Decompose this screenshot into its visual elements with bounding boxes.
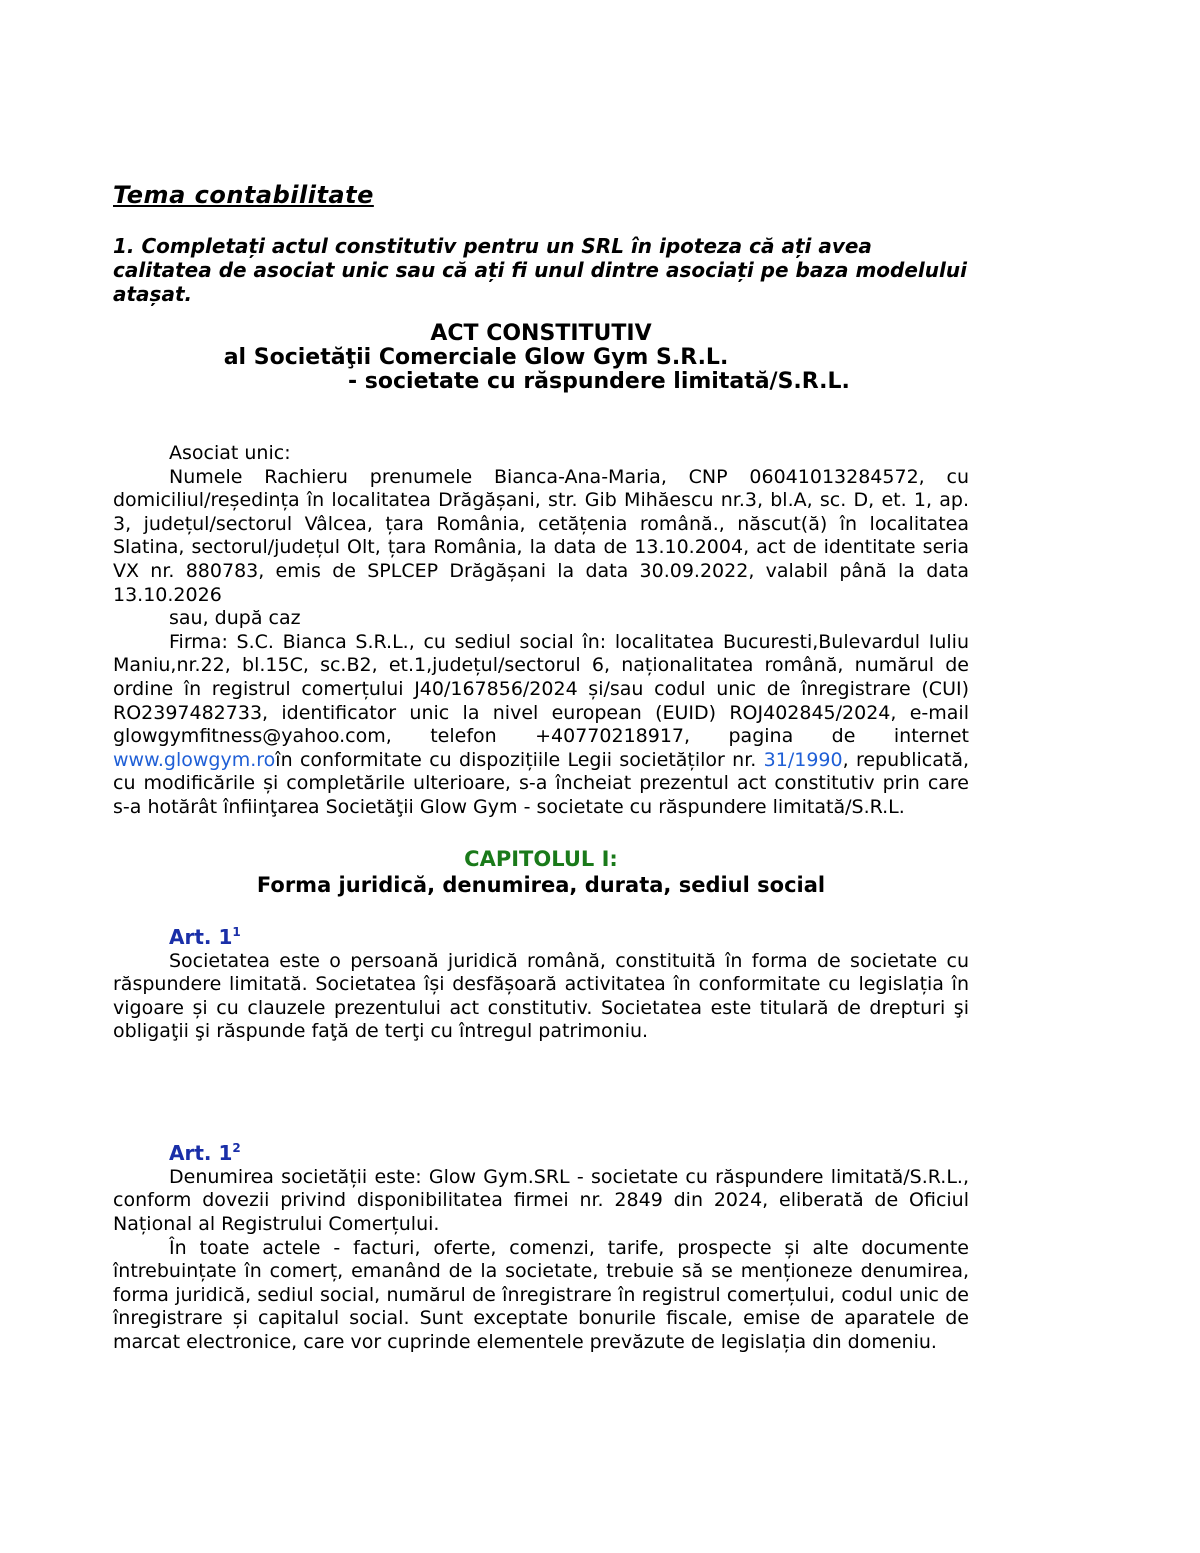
firma-paragraph — [113, 631, 969, 820]
firma-text-c: , republicată, cu modificările și completările ulterioare, s-a încheiat prezentul act constitutiv prin care s-a hotărât înfiinţarea Societăţii Glow Gym - societate cu răspundere limitată/S.R.L. — [113, 748, 970, 818]
firma-text-a: Firma: S.C. Bianca S.R.L., cu sediul social în: localitatea Bucuresti,Bulevardul Iuliu Maniu,nr.22, bl.15C, sc.B2, et.1,județul/sectorul 6, naționalitatea română, numărul de ordine în registrul comerțului J40/167856/2024 și/sau codul unic de înregistrare (CUI) RO2397482733, identificator unic la nivel european (EUID) ROJ402845/2024, e-mail glowgymfitness@yahoo.com, telefon +40770218917, pagina de internet — [113, 630, 969, 748]
article-label: Art. 1 — [169, 1140, 233, 1165]
act-subtitle-company: al Societăţii Comerciale Glow Gym S.R.L. — [223, 345, 729, 370]
document-heading: Tema contabilitate — [113, 181, 374, 209]
article-1-2-heading — [169, 1140, 969, 1166]
article-1-2-text-1: Denumirea societății este: Glow Gym.SRL - societate cu răspundere limitată/S.R.L., conform dovezii privind disponibilitatea firmei nr. 2849 din 2024, eliberată de Oficiul Național al Registrului Comerțului. — [113, 1165, 969, 1236]
document-page — [113, 178, 969, 1355]
article-1-2-text-2: În toate actele - facturi, oferte, comenzi, tarife, prospecte și alte documente întrebuințate în comerț, emanând de la societate, trebuie să se menționeze denumirea, forma juridică, sediul social, numărul de înregistrare în registrul comerțului, codul unic de înregistrare și capitalul social. Sunt exceptate bonurile fiscale, emise de aparatele de marcat electronice, care vor cuprinde elementele prevăzute de legislația din domeniu. — [113, 1236, 969, 1354]
website-link[interactable]: www.glowgym.ro — [113, 748, 276, 771]
asociat-details: Numele Rachieru prenumele Bianca-Ana-Maria, CNP 06041013284572, cu domiciliul/reședința în localitatea Drăgășani, str. Gib Mihăescu nr.3, bl.A, sc. D, et. 1, ap. 3, județul/sectorul Vâlcea, țara România, cetățenia română., născut(ă) în localitatea Slatina, sectorul/județul Olt, țara România, la data de 13.10.2004, act de identitate seria VX nr. 880783, emis de SPLCEP Drăgășani la data 30.09.2022, valabil până la data 13.10.2026 — [113, 465, 969, 606]
article-1-1-text: Societatea este o persoană juridică română, constituită în forma de societate cu răspundere limitată. Societatea își desfășoară activitatea în conformitate cu legislația în vigoare și cu clauzele prezentului act constitutiv. Societatea este titulară de drepturi şi obligaţii şi răspunde faţă de terţi cu întregul patrimoniu. — [113, 949, 969, 1043]
task-instruction: 1. Completați actul constitutiv pentru un SRL în ipoteza că ați avea calitatea de asociat unic sau că ați fi unul dintre asociați pe baza modelului atașat. — [113, 234, 967, 306]
firma-text-b: în conformitate cu dispozițiile Legii societăților nr. — [275, 748, 764, 771]
article-superscript: 2 — [232, 1140, 241, 1155]
sau-label: sau, după caz — [169, 607, 301, 630]
asociat-label: Asociat unic: — [169, 442, 291, 464]
act-title: ACT CONSTITUTIV — [430, 321, 652, 346]
chapter-title: CAPITOLUL I: — [464, 846, 618, 871]
article-label: Art. 1 — [169, 924, 233, 949]
act-subtitle-type: - societate cu răspundere limitată/S.R.L. — [348, 369, 850, 394]
law-link[interactable]: 31/1990 — [763, 748, 843, 771]
spacer — [113, 394, 969, 442]
article-1-1-heading — [169, 924, 969, 950]
spacer — [113, 1044, 969, 1114]
chapter-subtitle: Forma juridică, denumirea, durata, sediul social — [256, 872, 826, 897]
article-superscript: 1 — [232, 924, 241, 939]
